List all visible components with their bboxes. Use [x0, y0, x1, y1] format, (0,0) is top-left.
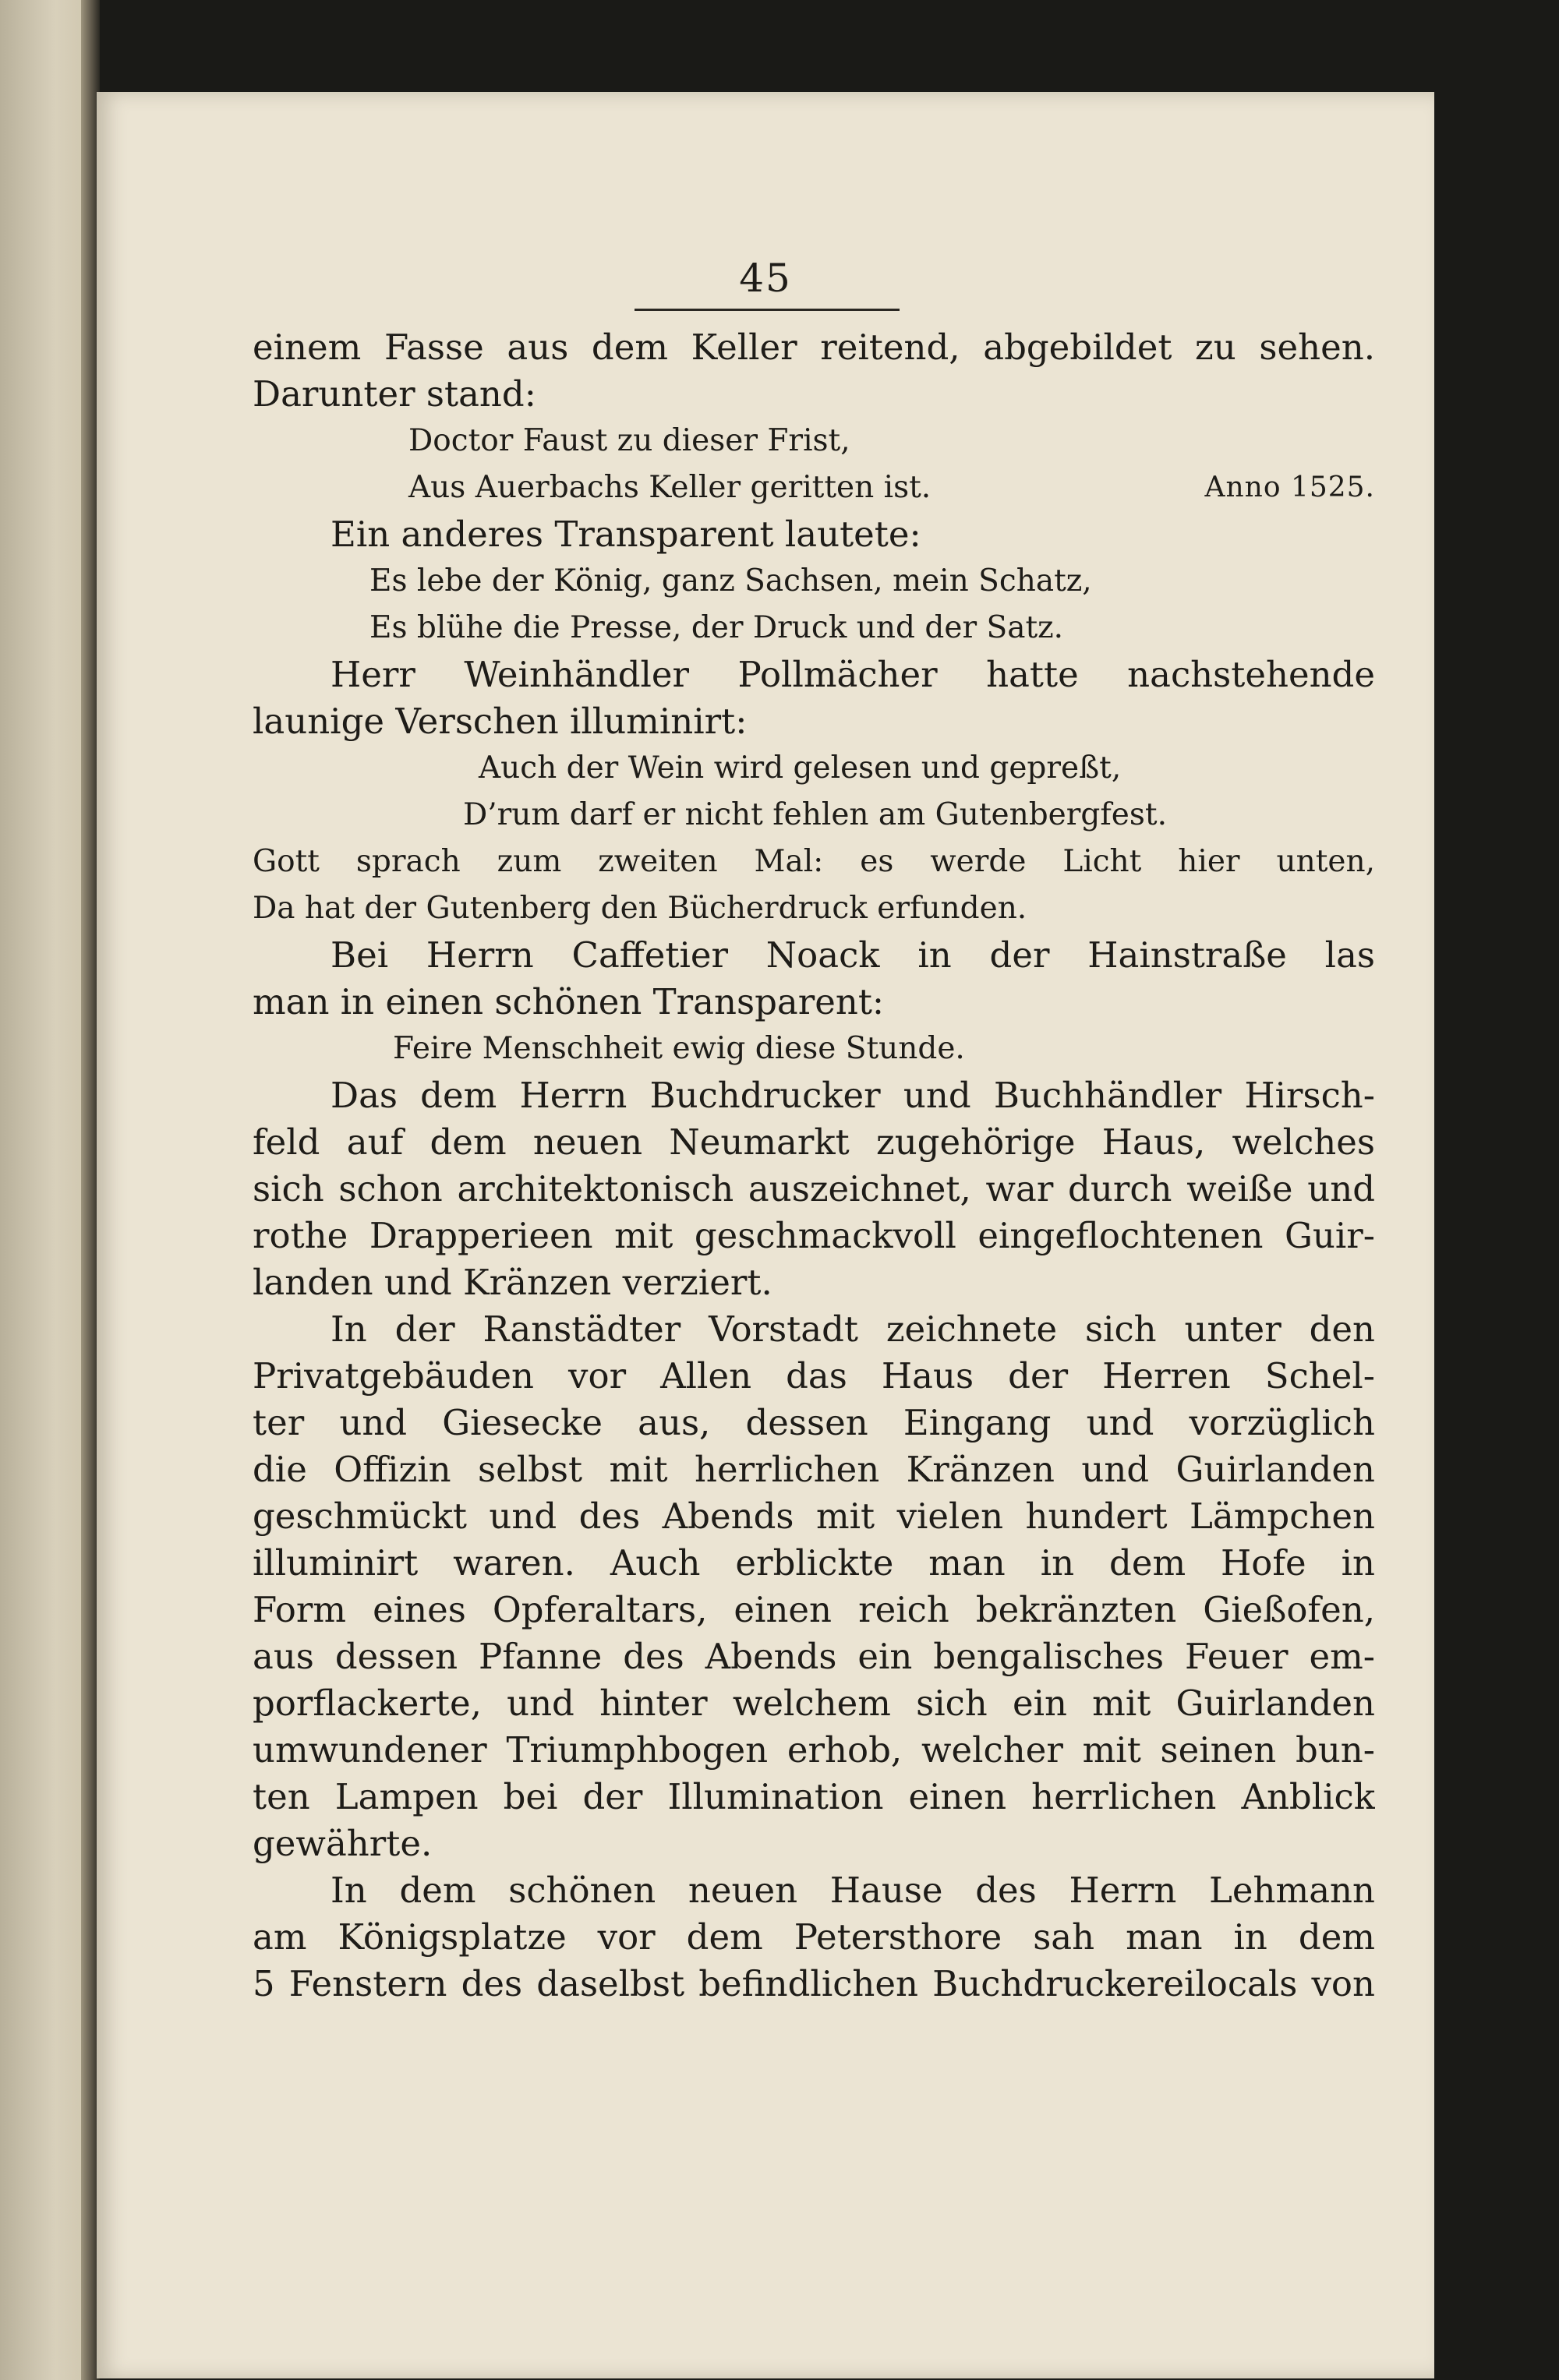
- text-line-content: Doctor Faust zu dieser Frist,: [408, 423, 850, 458]
- text-line: [253, 1820, 1375, 1867]
- text-line: [253, 558, 1375, 605]
- previous-page-edge: [0, 0, 92, 2380]
- text-line: [253, 1587, 1375, 1633]
- text-line: [253, 1727, 1375, 1774]
- text-line: [253, 1493, 1375, 1540]
- text-line: [253, 511, 1375, 558]
- text-line-content: Da hat der Gutenberg den Bücherdruck erfunden.: [253, 891, 1027, 926]
- text-line-content: Herr Weinhändler Pollmächer hatte nachstehende: [331, 654, 1375, 695]
- text-line-content: illuminirt waren. Auch erblickte man in dem Hofe in: [253, 1542, 1375, 1584]
- text-line: [253, 1026, 1375, 1072]
- text-line-content: Gott sprach zum zweiten Mal: es werde Licht hier unten,: [253, 844, 1375, 879]
- text-line: [253, 792, 1375, 839]
- text-line-content: launige Verschen illuminirt:: [253, 701, 748, 742]
- text-line: [253, 1166, 1375, 1213]
- text-line: [253, 932, 1375, 979]
- text-line: [253, 745, 1375, 792]
- text-line: [253, 1633, 1375, 1680]
- text-line-content: Darunter stand:: [253, 373, 536, 415]
- text-line: [253, 885, 1375, 932]
- text-line: [253, 839, 1375, 885]
- text-line-content: 5 Fenstern des daselbst befindlichen Buchdruckereilocals von: [253, 1963, 1375, 2004]
- text-line: [253, 1540, 1375, 1587]
- text-line: [253, 1213, 1375, 1259]
- page-text: [253, 324, 1375, 2007]
- text-line-content: D’rum darf er nicht fehlen am Gutenbergfest.: [463, 797, 1167, 832]
- text-line: [253, 1914, 1375, 1961]
- text-line: [253, 698, 1375, 745]
- text-line: [253, 1680, 1375, 1727]
- text-line: [253, 324, 1375, 371]
- text-line: [253, 1446, 1375, 1493]
- text-line: [253, 979, 1375, 1026]
- year-annotation: Anno 1525.: [1204, 471, 1375, 503]
- text-line: [253, 418, 1375, 464]
- text-line-content: ten Lampen bei der Illumination einen herrlichen Anblick: [253, 1776, 1375, 1817]
- text-line: [253, 1072, 1375, 1119]
- text-line: [253, 1119, 1375, 1166]
- page-number-rule: [635, 309, 900, 311]
- text-line: [253, 605, 1375, 651]
- text-line-content: Privatgebäuden vor Allen das Haus der Herren Schel-: [253, 1355, 1375, 1397]
- text-line-content: In der Ranstädter Vorstadt zeichnete sich unter den: [331, 1308, 1375, 1350]
- text-line: [253, 371, 1375, 418]
- text-line: [253, 1867, 1375, 1914]
- text-line-content: Form eines Opferaltars, einen reich bekränzten Gießofen,: [253, 1589, 1375, 1630]
- text-line-content: man in einen schönen Transparent:: [253, 981, 885, 1022]
- text-line: [253, 1961, 1375, 2007]
- text-line-content: geschmückt und des Abends mit vielen hundert Lämpchen: [253, 1495, 1375, 1537]
- text-line-content: ter und Giesecke aus, dessen Eingang und vorzüglich: [253, 1402, 1375, 1443]
- text-line-content: sich schon architektonisch auszeichnet, war durch weiße und: [253, 1168, 1375, 1209]
- text-line-content: Es lebe der König, ganz Sachsen, mein Schatz,: [369, 563, 1092, 599]
- text-line-content: am Königsplatze vor dem Petersthore sah man in dem: [253, 1916, 1375, 1958]
- text-line: [253, 1259, 1375, 1306]
- text-line: [253, 1306, 1375, 1353]
- text-line: [253, 651, 1375, 698]
- book-page: [97, 92, 1434, 2378]
- text-line: [253, 464, 1375, 511]
- text-line-content: einem Fasse aus dem Keller reitend, abgebildet zu sehen.: [253, 327, 1375, 368]
- text-line-content: Feire Menschheit ewig diese Stunde.: [393, 1031, 965, 1066]
- text-line-content: landen und Kränzen verziert.: [253, 1262, 772, 1303]
- text-line-content: gewährte.: [253, 1823, 433, 1864]
- text-line-content: Es blühe die Presse, der Druck und der Satz.: [369, 610, 1064, 645]
- text-line-content: Ein anderes Transparent lautete:: [331, 514, 921, 555]
- text-line-content: In dem schönen neuen Hause des Herrn Lehmann: [331, 1870, 1375, 1911]
- text-line-content: Das dem Herrn Buchdrucker und Buchhändler Hirsch-: [331, 1075, 1375, 1116]
- text-line-content: Aus Auerbachs Keller geritten ist.: [408, 470, 932, 505]
- text-line-content: aus dessen Pfanne des Abends ein bengalisches Feuer em-: [253, 1636, 1375, 1677]
- text-line-content: umwundener Triumphbogen erhob, welcher mit seinen bun-: [253, 1729, 1375, 1771]
- text-line-content: porflackerte, und hinter welchem sich ein mit Guirlanden: [253, 1683, 1375, 1724]
- text-line-content: rothe Drapperieen mit geschmackvoll eingeflochtenen Guir-: [253, 1215, 1375, 1256]
- text-line: [253, 1400, 1375, 1446]
- text-line-content: feld auf dem neuen Neumarkt zugehörige Haus, welches: [253, 1121, 1375, 1163]
- text-line: [253, 1774, 1375, 1820]
- text-line-content: Auch der Wein wird gelesen und gepreßt,: [479, 750, 1122, 786]
- text-line-content: die Offizin selbst mit herrlichen Kränzen und Guirlanden: [253, 1449, 1375, 1490]
- text-line-content: Bei Herrn Caffetier Noack in der Hainstraße las: [331, 934, 1375, 976]
- page-number: 45: [739, 256, 792, 301]
- text-line: [253, 1353, 1375, 1400]
